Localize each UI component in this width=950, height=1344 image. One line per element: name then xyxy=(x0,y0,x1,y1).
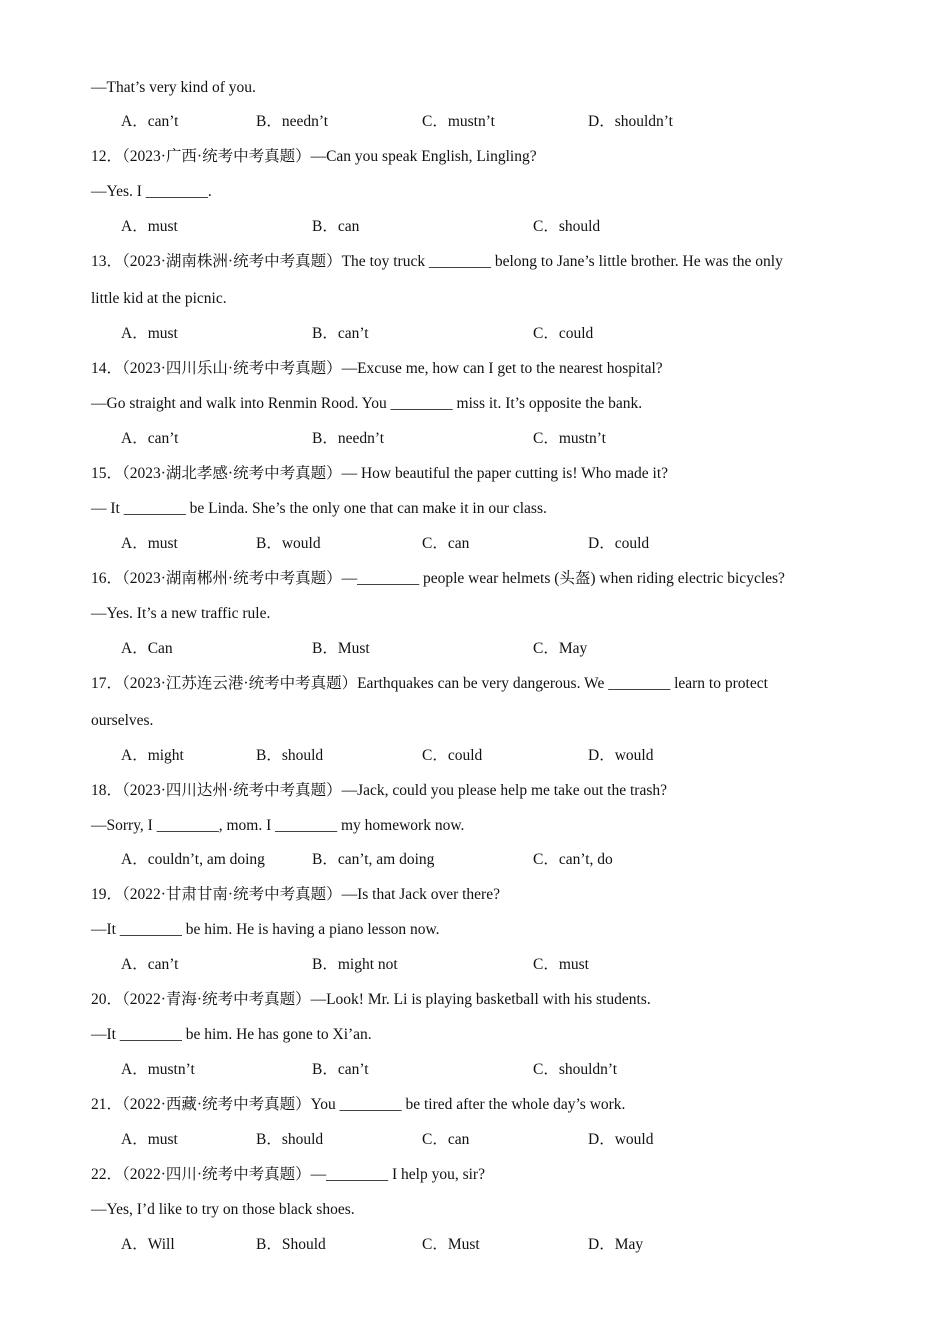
q12-option-c[interactable]: C．should xyxy=(533,218,601,235)
q13-stem xyxy=(91,252,860,272)
q15-option-c[interactable]: C．can xyxy=(422,535,470,552)
q19-source: （2022·甘肃甘南·统考中考真题） xyxy=(122,886,342,903)
q17-options xyxy=(121,746,890,766)
q18-options xyxy=(121,850,890,870)
q21-option-d[interactable]: D．would xyxy=(588,1131,654,1148)
q19-line2: —It ________ be him. He is having a piano lesson now. xyxy=(91,921,440,938)
q18-option-c[interactable]: C．can’t, do xyxy=(533,851,613,868)
q22-options xyxy=(121,1235,890,1255)
q20-source: （2022·青海·统考中考真题） xyxy=(122,991,311,1008)
q18-number: 18． xyxy=(91,782,123,799)
q13-option-c[interactable]: C．could xyxy=(533,325,594,342)
q16-options xyxy=(121,639,890,659)
q20-option-c[interactable]: C．shouldn’t xyxy=(533,1061,618,1078)
q11-option-c[interactable]: C．mustn’t xyxy=(422,113,495,130)
q22-source: （2022·四川·统考中考真题） xyxy=(122,1166,311,1183)
q19-number: 19． xyxy=(91,886,123,903)
q21-number: 21． xyxy=(91,1096,123,1113)
q17-option-a[interactable]: A．might xyxy=(121,747,184,764)
q16-number: 16． xyxy=(91,570,123,587)
q22-number: 22． xyxy=(91,1166,123,1183)
q16-line2: —Yes. It’s a new traffic rule. xyxy=(91,605,271,622)
q12-option-a[interactable]: A．must xyxy=(121,218,178,235)
q18-line2: —Sorry, I ________, mom. I ________ my homework now. xyxy=(91,817,465,834)
q12-number: 12． xyxy=(91,148,123,165)
q19-option-b[interactable]: B．might not xyxy=(312,956,398,973)
q19-options xyxy=(121,955,890,975)
q22-option-b[interactable]: B．Should xyxy=(256,1236,326,1253)
q17-option-d[interactable]: D．would xyxy=(588,747,654,764)
q16-option-c[interactable]: C．May xyxy=(533,640,588,657)
q15-option-a[interactable]: A．must xyxy=(121,535,178,552)
q16-text: —________ people wear helmets (头盔) when riding electric bicycles? xyxy=(341,570,785,587)
q20-number: 20． xyxy=(91,991,123,1008)
q16-option-b[interactable]: B．Must xyxy=(312,640,370,657)
q15-source: （2023·湖北孝感·统考中考真题） xyxy=(122,465,342,482)
q19-stem xyxy=(91,885,860,905)
q14-source: （2023·四川乐山·统考中考真题） xyxy=(122,360,342,377)
q18-option-b[interactable]: B．can’t, am doing xyxy=(312,851,435,868)
q20-stem xyxy=(91,990,860,1010)
q22-stem xyxy=(91,1165,860,1185)
q14-number: 14． xyxy=(91,360,123,377)
q22-text: —________ I help you, sir? xyxy=(310,1166,485,1183)
q22-option-a[interactable]: A．Will xyxy=(121,1236,175,1253)
q17-option-c[interactable]: C．could xyxy=(422,747,483,764)
q22-option-d[interactable]: D．May xyxy=(588,1236,644,1253)
q22-line2: —Yes, I’d like to try on those black shoes. xyxy=(91,1201,355,1218)
q14-stem xyxy=(91,359,860,379)
q15-option-b[interactable]: B．would xyxy=(256,535,321,552)
q13-options xyxy=(121,324,890,344)
q15-option-d[interactable]: D．could xyxy=(588,535,650,552)
q20-option-b[interactable]: B．can’t xyxy=(312,1061,369,1078)
q16-source: （2023·湖南郴州·统考中考真题） xyxy=(122,570,342,587)
q17-source: （2023·江苏连云港·统考中考真题） xyxy=(122,675,358,692)
q20-line2: —It ________ be him. He has gone to Xi’an. xyxy=(91,1026,372,1043)
q21-option-a[interactable]: A．must xyxy=(121,1131,178,1148)
q14-option-c[interactable]: C．mustn’t xyxy=(533,430,606,447)
q18-stem xyxy=(91,781,860,801)
q19-option-a[interactable]: A．can’t xyxy=(121,956,179,973)
q12-text: —Can you speak English, Lingling? xyxy=(310,148,537,165)
q11-option-a[interactable]: A．can’t xyxy=(121,113,179,130)
q20-text: —Look! Mr. Li is playing basketball with his students. xyxy=(310,991,651,1008)
q13-option-a[interactable]: A．must xyxy=(121,325,178,342)
q12-option-b[interactable]: B．can xyxy=(312,218,360,235)
q17-number: 17． xyxy=(91,675,123,692)
q17-option-b[interactable]: B．should xyxy=(256,747,324,764)
q21-source: （2022·西藏·统考中考真题） xyxy=(122,1096,311,1113)
q11-options xyxy=(121,112,890,132)
q14-option-b[interactable]: B．needn’t xyxy=(312,430,385,447)
q18-source: （2023·四川达州·统考中考真题） xyxy=(122,782,342,799)
q12-source: （2023·广西·统考中考真题） xyxy=(122,148,311,165)
q11-dialog-line: —That’s very kind of you. xyxy=(91,79,256,96)
q12-options xyxy=(121,217,890,237)
q13-text: The toy truck ________ belong to Jane’s little brother. He was the only xyxy=(341,253,783,270)
q15-line2: — It ________ be Linda. She’s the only one that can make it in our class. xyxy=(91,500,547,517)
q20-options xyxy=(121,1060,890,1080)
q16-stem xyxy=(91,569,860,589)
q18-text: —Jack, could you please help me take out the trash? xyxy=(341,782,667,799)
q13-number: 13． xyxy=(91,253,123,270)
q16-option-a[interactable]: A．Can xyxy=(121,640,173,657)
q11-option-b[interactable]: B．needn’t xyxy=(256,113,329,130)
q13-source: （2023·湖南株洲·统考中考真题） xyxy=(122,253,342,270)
q15-options xyxy=(121,534,890,554)
q22-option-c[interactable]: C．Must xyxy=(422,1236,480,1253)
q17-stem xyxy=(91,674,860,694)
q14-line2: —Go straight and walk into Renmin Rood. You ________ miss it. It’s opposite the bank. xyxy=(91,395,643,412)
q15-stem xyxy=(91,464,860,484)
q12-line2: —Yes. I ________. xyxy=(91,183,212,200)
q14-options xyxy=(121,429,890,449)
q19-text: —Is that Jack over there? xyxy=(341,886,500,903)
q18-option-a[interactable]: A．couldn’t, am doing xyxy=(121,851,265,868)
q19-option-c[interactable]: C．must xyxy=(533,956,589,973)
q20-option-a[interactable]: A．mustn’t xyxy=(121,1061,195,1078)
q15-text: — How beautiful the paper cutting is! Who made it? xyxy=(341,465,669,482)
q21-option-b[interactable]: B．should xyxy=(256,1131,324,1148)
q15-number: 15． xyxy=(91,465,123,482)
q13-option-b[interactable]: B．can’t xyxy=(312,325,369,342)
q21-options xyxy=(121,1130,890,1150)
q13-line2: little kid at the picnic. xyxy=(91,290,227,307)
q21-stem xyxy=(91,1095,860,1115)
q17-line2: ourselves. xyxy=(91,712,154,729)
q21-option-c[interactable]: C．can xyxy=(422,1131,470,1148)
q11-option-d[interactable]: D．shouldn’t xyxy=(588,113,673,130)
q21-text: You ________ be tired after the whole day’s work. xyxy=(310,1096,626,1113)
q12-stem xyxy=(91,147,860,167)
q14-text: —Excuse me, how can I get to the nearest hospital? xyxy=(341,360,663,377)
q14-option-a[interactable]: A．can’t xyxy=(121,430,179,447)
q17-text: Earthquakes can be very dangerous. We ________ learn to protect xyxy=(357,675,768,692)
